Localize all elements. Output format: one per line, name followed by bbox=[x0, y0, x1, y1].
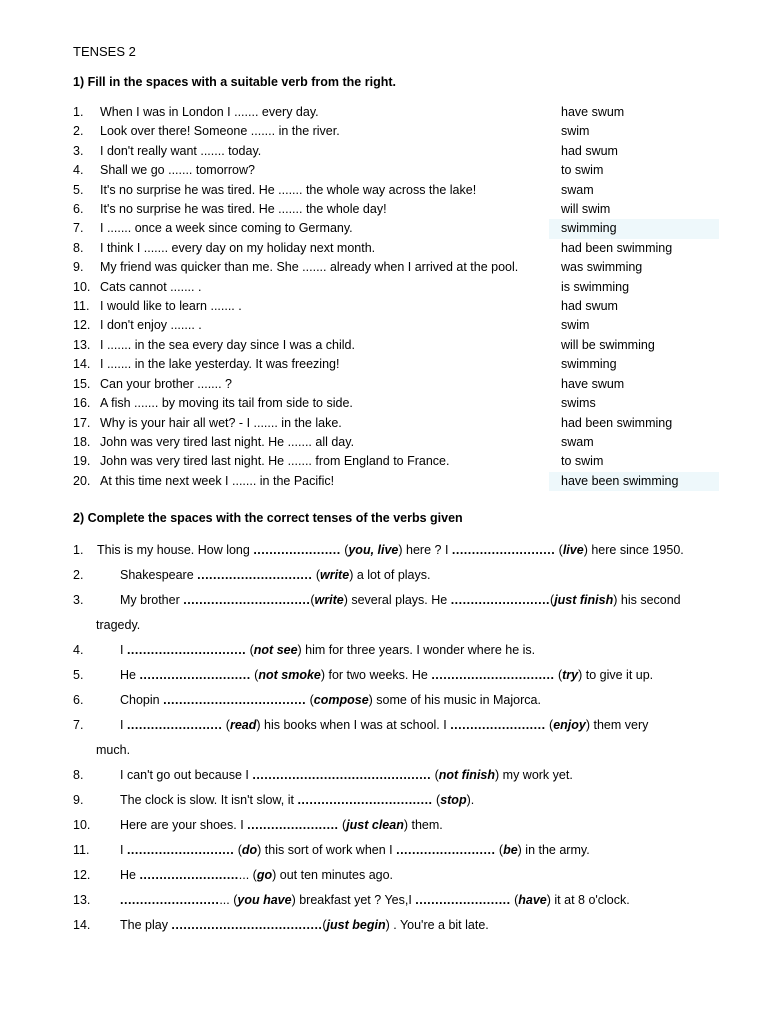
answer-option: will be swimming bbox=[561, 337, 655, 352]
item-number: 20. bbox=[73, 473, 91, 488]
answer-blank: ........................ bbox=[126, 718, 223, 732]
item-number: 2. bbox=[73, 124, 84, 139]
section2-heading: 2) Complete the spaces with the correct tenses of the verbs given bbox=[73, 511, 463, 525]
item-sentence bbox=[120, 866, 713, 885]
answer-blank: ................................ bbox=[183, 593, 311, 607]
item-sentence: I don't really want ....... today. bbox=[100, 143, 262, 158]
answer-option: swam bbox=[561, 434, 594, 449]
exercise1-row bbox=[73, 414, 713, 433]
sentence-text: ( bbox=[550, 593, 555, 607]
sentence-text: I bbox=[120, 718, 127, 732]
item-number: 19. bbox=[73, 454, 91, 469]
answer-blank: ......................... bbox=[120, 893, 220, 907]
sentence-text: This is my house. How long bbox=[97, 543, 254, 557]
sentence-text: ) several plays. He bbox=[343, 593, 451, 607]
verb-hint: stop bbox=[440, 793, 467, 807]
exercise1-row bbox=[73, 433, 713, 452]
answer-blank: ........................ bbox=[415, 893, 511, 907]
verb-hint: just finish bbox=[554, 593, 614, 607]
sentence-text: ... ( bbox=[238, 868, 257, 882]
exercise1-row bbox=[73, 161, 713, 180]
sentence-text: tragedy. bbox=[96, 618, 141, 632]
item-number: 9. bbox=[73, 793, 84, 807]
exercise2-row bbox=[73, 591, 713, 635]
item-sentence: I ....... once a week since coming to Germany. bbox=[100, 221, 353, 236]
sentence-text: ) my work yet. bbox=[495, 768, 573, 782]
item-number: 11. bbox=[73, 843, 90, 857]
sentence-text: ) to give it up. bbox=[578, 668, 654, 682]
exercise2-row bbox=[73, 691, 713, 710]
item-number: 8. bbox=[73, 240, 84, 255]
sentence-text: ( bbox=[312, 568, 320, 582]
answer-blank: ......................... bbox=[396, 843, 496, 857]
answer-option: to swim bbox=[561, 163, 604, 178]
sentence-text: He bbox=[120, 868, 140, 882]
item-number: 8. bbox=[73, 768, 84, 782]
sentence-text: ) some of his music in Majorca. bbox=[368, 693, 541, 707]
sentence-text: ) it at 8 o'clock. bbox=[546, 893, 630, 907]
answer-blank: .................................... bbox=[163, 693, 307, 707]
item-number: 7. bbox=[73, 718, 84, 732]
answer-option: have swum bbox=[561, 105, 625, 119]
verb-hint: try bbox=[562, 668, 579, 682]
item-number: 10. bbox=[73, 818, 91, 832]
sentence-text: ) a lot of plays. bbox=[349, 568, 431, 582]
sentence-text: ). bbox=[466, 793, 475, 807]
answer-option: to swim bbox=[561, 454, 604, 469]
answer-blank: ............................. bbox=[197, 568, 313, 582]
exercise1-row bbox=[73, 278, 713, 297]
item-number: 10. bbox=[73, 279, 91, 294]
item-number: 16. bbox=[73, 396, 91, 411]
verb-hint: you, live bbox=[348, 543, 399, 557]
answer-option: swims bbox=[561, 396, 596, 411]
exercise1-list bbox=[73, 103, 713, 491]
item-sentence bbox=[120, 841, 713, 860]
exercise2-row bbox=[73, 666, 713, 685]
verb-hint: have bbox=[518, 893, 547, 907]
item-number: 1. bbox=[73, 105, 84, 119]
exercise2-list bbox=[73, 541, 713, 935]
answer-blank: ...................... bbox=[253, 543, 341, 557]
sentence-text: ( bbox=[340, 543, 349, 557]
sentence-text: ) here since 1950. bbox=[583, 543, 684, 557]
item-number: 14. bbox=[73, 357, 91, 372]
exercise2-row bbox=[73, 791, 713, 810]
exercise1-row bbox=[73, 142, 713, 161]
item-continuation bbox=[96, 741, 713, 760]
verb-hint: just begin bbox=[326, 918, 386, 932]
item-sentence bbox=[120, 766, 713, 785]
sentence-text: ) in the army. bbox=[517, 843, 590, 857]
answer-option: is swimming bbox=[561, 279, 630, 294]
sentence-text: My brother bbox=[120, 593, 184, 607]
item-number: 2. bbox=[73, 568, 84, 582]
exercise1-row bbox=[73, 181, 713, 200]
item-sentence bbox=[97, 541, 713, 560]
answer-blank: ....................... bbox=[247, 818, 339, 832]
answer-option: swim bbox=[561, 124, 590, 139]
item-number: 5. bbox=[73, 668, 84, 682]
item-sentence: Can your brother ....... ? bbox=[100, 376, 233, 391]
answer-blank: ......................... bbox=[450, 593, 551, 607]
exercise1-row bbox=[73, 452, 713, 471]
answer-option: will swim bbox=[561, 202, 611, 217]
item-number: 13. bbox=[73, 337, 91, 352]
item-number: 18. bbox=[73, 434, 91, 449]
verb-hint: read bbox=[229, 718, 257, 732]
sentence-text: Shakespeare bbox=[120, 568, 198, 582]
item-sentence: I ....... in the sea every day since I was a child. bbox=[100, 337, 355, 352]
exercise1-row bbox=[73, 316, 713, 335]
exercise1-row bbox=[73, 355, 713, 374]
exercise1-row bbox=[73, 297, 713, 316]
item-number: 5. bbox=[73, 182, 84, 197]
sentence-text: ( bbox=[338, 818, 347, 832]
item-sentence bbox=[120, 816, 713, 835]
sentence-text: ) them. bbox=[403, 818, 443, 832]
answer-option: have swum bbox=[561, 376, 625, 391]
verb-hint: be bbox=[503, 843, 518, 857]
sentence-text: ( bbox=[234, 843, 242, 857]
sentence-text: ( bbox=[555, 543, 563, 557]
exercise1-row bbox=[73, 122, 713, 141]
exercise2-row bbox=[73, 716, 713, 760]
answer-option: was swimming bbox=[561, 260, 643, 275]
verb-hint: live bbox=[562, 543, 584, 557]
item-sentence: My friend was quicker than me. She ....... already when I arrived at the pool. bbox=[100, 260, 519, 275]
item-number: 1. bbox=[73, 543, 84, 557]
item-number: 12. bbox=[73, 318, 91, 333]
exercise1-row bbox=[73, 239, 713, 258]
sentence-text: ) for two weeks. He bbox=[320, 668, 432, 682]
sentence-text: ) here ? I bbox=[398, 543, 452, 557]
item-number: 6. bbox=[73, 202, 84, 217]
answer-option: had swum bbox=[561, 143, 618, 158]
exercise2-row bbox=[73, 866, 713, 885]
exercise1-row bbox=[73, 394, 713, 413]
item-sentence bbox=[120, 691, 713, 710]
item-sentence: I think I ....... every day on my holiday next month. bbox=[100, 240, 376, 255]
sentence-text: ( bbox=[510, 893, 519, 907]
verb-hint: write bbox=[314, 593, 344, 607]
verb-hint: compose bbox=[313, 693, 369, 707]
item-number: 13. bbox=[73, 893, 91, 907]
sentence-text: ) . You're a bit late. bbox=[385, 918, 489, 932]
sentence-text: The clock is slow. It isn't slow, it bbox=[120, 793, 298, 807]
answer-option: swim bbox=[561, 318, 590, 333]
exercise1-row bbox=[73, 200, 713, 219]
item-number: 15. bbox=[73, 376, 91, 391]
answer-blank: ............................... bbox=[431, 668, 555, 682]
item-number: 3. bbox=[73, 593, 84, 607]
answer-blank: ........................... bbox=[126, 843, 235, 857]
answer-blank: .............................. bbox=[126, 643, 247, 657]
verb-hint: write bbox=[320, 568, 350, 582]
sentence-text: Chopin bbox=[120, 693, 164, 707]
verb-hint: not see bbox=[253, 643, 298, 657]
item-sentence: When I was in London I ....... every day. bbox=[100, 105, 319, 119]
verb-hint: just clean bbox=[346, 818, 404, 832]
item-continuation bbox=[96, 616, 713, 635]
verb-hint: not smoke bbox=[258, 668, 321, 682]
item-sentence bbox=[120, 666, 713, 685]
item-sentence: I ....... in the lake yesterday. It was freezing! bbox=[100, 357, 340, 372]
sentence-text: ) breakfast yet ? Yes,I bbox=[291, 893, 416, 907]
sentence-text: I can't go out because I bbox=[120, 768, 253, 782]
exercise2-row bbox=[73, 641, 713, 660]
exercise1-row bbox=[73, 472, 713, 491]
item-number: 4. bbox=[73, 643, 84, 657]
sentence-text: ( bbox=[250, 668, 259, 682]
sentence-text: ) his books when I was at school. I bbox=[256, 718, 451, 732]
item-number: 7. bbox=[73, 221, 84, 236]
sentence-text: ( bbox=[554, 668, 563, 682]
sentence-text: ) his second bbox=[613, 593, 681, 607]
sentence-text: I bbox=[120, 643, 127, 657]
item-sentence: Cats cannot ....... . bbox=[100, 279, 202, 294]
answer-option: had been swimming bbox=[561, 415, 673, 430]
item-sentence: Why is your hair all wet? - I ....... in the lake. bbox=[100, 415, 342, 430]
page-title: TENSES 2 bbox=[73, 44, 136, 59]
item-number: 4. bbox=[73, 163, 84, 178]
exercise2-row bbox=[73, 766, 713, 785]
answer-option: have been swimming bbox=[549, 472, 719, 491]
item-sentence: It's no surprise he was tired. He ....... the whole day! bbox=[100, 202, 387, 217]
exercise2-row bbox=[73, 566, 713, 585]
verb-hint: enjoy bbox=[553, 718, 586, 732]
item-sentence bbox=[120, 641, 713, 660]
answer-blank: .................................. bbox=[297, 793, 433, 807]
answer-option: swimming bbox=[561, 357, 617, 372]
answer-option: had been swimming bbox=[561, 240, 673, 255]
exercise1-row bbox=[73, 103, 713, 122]
answer-blank: ...................................... bbox=[171, 918, 323, 932]
sentence-text: ( bbox=[222, 718, 230, 732]
exercise2-row bbox=[73, 891, 713, 910]
exercise2-row bbox=[73, 916, 713, 935]
item-sentence bbox=[120, 591, 713, 610]
item-sentence: I don't enjoy ....... . bbox=[100, 318, 202, 333]
answer-option: swimming bbox=[549, 219, 719, 238]
exercise2-row bbox=[73, 816, 713, 835]
item-sentence bbox=[120, 791, 713, 810]
sentence-text: ( bbox=[322, 918, 327, 932]
item-sentence bbox=[120, 916, 713, 935]
verb-hint: you have bbox=[237, 893, 292, 907]
sentence-text: Here are your shoes. I bbox=[120, 818, 248, 832]
sentence-text: ( bbox=[310, 593, 315, 607]
item-number: 11. bbox=[73, 299, 90, 314]
item-number: 9. bbox=[73, 260, 84, 275]
item-number: 3. bbox=[73, 143, 84, 158]
verb-hint: not finish bbox=[438, 768, 496, 782]
sentence-text: ( bbox=[306, 693, 314, 707]
verb-hint: do bbox=[241, 843, 258, 857]
sentence-text: I bbox=[120, 843, 127, 857]
exercise1-row bbox=[73, 258, 713, 277]
item-number: 17. bbox=[73, 415, 91, 430]
exercise1-row bbox=[73, 219, 713, 238]
sentence-text: ( bbox=[431, 768, 439, 782]
sentence-text: ( bbox=[545, 718, 554, 732]
sentence-text: ( bbox=[246, 643, 254, 657]
item-sentence: At this time next week I ....... in the Pacific! bbox=[100, 473, 335, 488]
sentence-text: ( bbox=[495, 843, 504, 857]
exercise1-row bbox=[73, 375, 713, 394]
answer-blank: ............................ bbox=[139, 668, 251, 682]
sentence-text: ) him for three years. I wonder where he is. bbox=[297, 643, 536, 657]
exercise2-row bbox=[73, 841, 713, 860]
item-sentence: It's no surprise he was tired. He ....... the whole way across the lake! bbox=[100, 182, 477, 197]
item-sentence: Look over there! Someone ....... in the river. bbox=[100, 124, 340, 139]
item-number: 12. bbox=[73, 868, 91, 882]
exercise2-row bbox=[73, 541, 713, 560]
item-sentence bbox=[120, 716, 713, 735]
sentence-text: much. bbox=[96, 743, 131, 757]
sentence-text: ... ( bbox=[219, 893, 238, 907]
section1-heading: 1) Fill in the spaces with a suitable verb from the right. bbox=[73, 75, 396, 89]
sentence-text: ) them very bbox=[585, 718, 649, 732]
sentence-text: The play bbox=[120, 918, 172, 932]
answer-option: swam bbox=[561, 182, 594, 197]
answer-blank: ............................................. bbox=[252, 768, 432, 782]
item-number: 6. bbox=[73, 693, 84, 707]
item-sentence: John was very tired last night. He ....... from England to France. bbox=[100, 454, 450, 469]
answer-blank: ........................ bbox=[450, 718, 546, 732]
item-sentence: Shall we go ....... tomorrow? bbox=[100, 163, 255, 178]
exercise1-row bbox=[73, 336, 713, 355]
sentence-text: He bbox=[120, 668, 140, 682]
sentence-text: ( bbox=[432, 793, 441, 807]
answer-blank: ......................... bbox=[139, 868, 239, 882]
item-sentence: I would like to learn ....... . bbox=[100, 299, 242, 314]
item-number: 14. bbox=[73, 918, 91, 932]
sentence-text: ) out ten minutes ago. bbox=[272, 868, 394, 882]
answer-option: had swum bbox=[561, 299, 618, 314]
item-sentence bbox=[120, 891, 713, 910]
sentence-text: ) this sort of work when I bbox=[257, 843, 397, 857]
item-sentence: John was very tired last night. He ....... all day. bbox=[100, 434, 355, 449]
verb-hint: go bbox=[256, 868, 273, 882]
item-sentence bbox=[120, 566, 713, 585]
answer-blank: .......................... bbox=[451, 543, 556, 557]
item-sentence: A fish ....... by moving its tail from side to side. bbox=[100, 396, 353, 411]
